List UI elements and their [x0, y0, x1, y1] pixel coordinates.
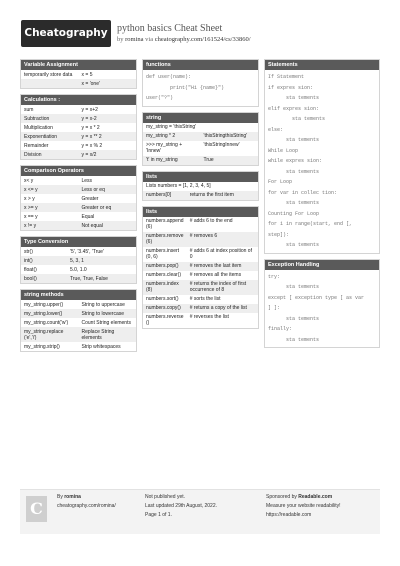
footer-by-label: By — [57, 494, 63, 500]
table-row — [21, 247, 136, 256]
comparison-operators-section — [20, 165, 137, 231]
table-cell: x< y — [24, 177, 34, 184]
byline-via: via — [145, 36, 154, 43]
table-row — [21, 265, 136, 274]
exceptions-code-block — [265, 270, 379, 348]
table-row — [21, 256, 136, 265]
table-cell: Lists numbers = [1, 2, 3, 4, 5] — [146, 183, 211, 189]
table-row — [21, 123, 136, 132]
table-cell: >>> my_string + 'Innew' — [146, 142, 183, 154]
page-header — [0, 0, 400, 56]
table-row — [21, 176, 136, 185]
table-cell: # returns a copy of the list — [187, 304, 258, 313]
code-line: if expres sion: — [268, 84, 314, 91]
table-cell: numbers.clear() — [146, 272, 182, 278]
table-cell: my_string.strip() — [24, 343, 60, 350]
table-row — [143, 280, 258, 295]
table-cell: y = x * 2 — [81, 124, 100, 131]
table-row — [143, 232, 258, 247]
table-cell: True, True, False — [67, 274, 136, 283]
code-line: sta tements — [268, 336, 320, 343]
code-line: try: — [268, 273, 281, 280]
statements-section — [264, 59, 380, 254]
table-cell — [21, 79, 79, 88]
footer-sponsor-name[interactable]: Readable.com — [298, 494, 333, 500]
table-cell: # adds 6 to the end — [189, 218, 233, 224]
calculations-table — [21, 105, 136, 159]
code-line: While Loop — [268, 147, 299, 154]
column-1 — [20, 59, 137, 357]
table-cell: x >= y — [21, 203, 79, 212]
statements-code-block — [265, 70, 379, 253]
section-title: string methods — [21, 290, 136, 300]
lists-section-basic — [142, 171, 259, 201]
table-row — [21, 150, 136, 159]
string-methods-section — [20, 289, 137, 352]
table-cell: Replace String elements — [79, 327, 137, 342]
section-title: Variable Assignment — [21, 60, 136, 70]
table-cell: my_string = 'thisString' — [146, 124, 197, 130]
cheatography-logo[interactable]: Cheatography — [21, 20, 111, 47]
table-cell: 5.0, 1.0 — [70, 266, 87, 273]
code-line: sta tements — [268, 116, 326, 122]
column-2 — [142, 59, 259, 334]
table-cell: my_string.count('w') — [24, 319, 69, 326]
table-cell: 5, 3, 1 — [67, 256, 136, 265]
table-row — [143, 182, 258, 191]
string-table — [143, 123, 258, 165]
section-title: lists — [143, 207, 258, 217]
footer-updated: Last updated 29th August, 2022. — [145, 503, 218, 509]
page-footer — [20, 489, 380, 534]
table-row — [21, 203, 136, 212]
table-cell: my_string.replace('e','i') — [21, 327, 79, 342]
table-row — [21, 342, 136, 351]
table-row — [143, 141, 258, 156]
table-cell: str() — [24, 248, 33, 255]
table-cell: numbers.append(6) — [146, 218, 184, 230]
section-title: Exception Handling — [265, 260, 379, 270]
string-section — [142, 112, 259, 166]
type-conversion-section — [20, 236, 137, 284]
table-cell: Subtraction — [21, 114, 79, 123]
footer-publish-info — [145, 493, 217, 520]
footer-sponsor-line — [266, 493, 340, 502]
table-cell: # removes 6 — [187, 232, 258, 247]
table-cell: Less or eq — [79, 185, 137, 194]
table-cell: Strip whitespaces — [81, 343, 121, 350]
table-row — [21, 105, 136, 114]
table-row — [143, 262, 258, 271]
table-cell: y = x-2 — [79, 114, 137, 123]
table-row — [143, 132, 258, 141]
table-row — [143, 217, 258, 232]
code-line: sta tements — [268, 242, 320, 248]
table-cell: x = 'one' — [79, 79, 137, 88]
code-line: sta tements — [268, 95, 320, 101]
table-cell: Not equal — [79, 221, 137, 230]
variable-assignment-section — [20, 59, 137, 89]
exception-handling-section — [264, 259, 380, 349]
table-cell: True — [201, 156, 259, 165]
avatar-letter: C — [30, 499, 43, 518]
table-cell: # removes all the items — [189, 272, 242, 278]
table-cell: Greater or eq — [79, 203, 137, 212]
code-line: sta tements — [268, 137, 320, 143]
table-row — [21, 221, 136, 230]
code-line: else: — [268, 126, 284, 133]
table-cell: # removes the last item — [187, 262, 258, 271]
column-3 — [264, 59, 380, 353]
code-line: def user(name): — [146, 74, 192, 80]
table-row — [21, 185, 136, 194]
footer-sponsor — [266, 493, 340, 520]
table-cell: numbers.sort() — [146, 296, 179, 302]
code-line: while expres sion: — [268, 158, 323, 164]
table-cell: numbers.reverse() — [146, 314, 184, 326]
footer-author — [57, 493, 116, 511]
table-cell: x != y — [21, 221, 79, 230]
section-title: string — [143, 113, 258, 123]
code-line: elif expres sion: — [268, 105, 320, 112]
table-row — [143, 247, 258, 262]
code-line: for var in collec tion: — [268, 189, 338, 196]
table-cell: String to uppercase — [81, 301, 125, 308]
table-cell: 'thisStringInnew' — [203, 142, 240, 148]
table-cell: y = x % 2 — [81, 142, 103, 149]
table-cell: numbers[0] — [143, 191, 187, 200]
code-line: finally: — [268, 326, 293, 332]
footer-author-line — [57, 493, 116, 502]
table-row — [143, 271, 258, 280]
footer-author-url[interactable]: cheatography.com/romina/ — [57, 503, 116, 509]
table-cell: Greater — [81, 195, 99, 202]
byline-by: by — [117, 36, 124, 43]
section-title: functions — [143, 60, 258, 70]
table-row — [143, 156, 258, 165]
table-row — [143, 123, 258, 132]
table-cell: y = x/2 — [79, 150, 137, 159]
section-title: Calculations : — [21, 95, 136, 105]
code-line: Counting For Loop — [268, 210, 320, 217]
table-cell: 't' in my_string — [143, 156, 201, 165]
table-cell: returns the first item — [187, 191, 258, 200]
table-row — [21, 318, 136, 327]
table-cell: y = x+2 — [81, 106, 98, 113]
table-row — [143, 313, 258, 328]
code-line: for i in range(start, end [, — [268, 221, 353, 227]
table-cell: sum — [24, 106, 34, 113]
table-cell: '5', '3.45', 'True' — [70, 248, 104, 255]
table-row — [21, 132, 136, 141]
table-row — [21, 114, 136, 123]
code-line: sta tements — [268, 200, 320, 206]
lists-section-methods — [142, 206, 259, 329]
table-row — [21, 274, 136, 283]
table-cell: numbers.copy() — [143, 304, 187, 313]
table-cell: int() — [21, 256, 67, 265]
footer-page-count: Page 1 of 1. — [145, 512, 172, 518]
table-cell: my_string * 2 — [143, 132, 201, 141]
table-cell: x = 5 — [81, 71, 93, 78]
table-cell: String to lowercase — [79, 309, 137, 318]
table-row — [21, 212, 136, 221]
sheet-url-link[interactable]: cheatography.com/161524/cs/33860/ — [154, 36, 251, 43]
footer-published: Not published yet. — [145, 494, 186, 500]
footer-sponsor-pre: Sponsored by — [266, 494, 297, 500]
avatar[interactable] — [26, 496, 47, 522]
table-row — [21, 309, 136, 318]
table-cell: Multiplication — [24, 124, 53, 131]
table-cell: numbers.pop() — [143, 262, 187, 271]
table-cell: Division — [21, 150, 79, 159]
code-line: sta tements — [268, 315, 320, 322]
table-cell: temporarily store data — [24, 71, 73, 78]
table-cell: Less — [81, 177, 93, 184]
table-row — [21, 79, 136, 88]
table-cell: y = x ** 2 — [79, 132, 137, 141]
footer-sponsor-url[interactable]: https://readable.com — [266, 512, 312, 518]
table-cell: x > y — [24, 195, 35, 202]
table-cell: x == y — [24, 213, 38, 220]
lists-methods-table — [143, 217, 258, 328]
table-row — [143, 304, 258, 313]
code-line: sta tements — [268, 168, 320, 175]
section-title: lists — [143, 172, 258, 182]
table-row — [21, 141, 136, 150]
table-cell: Exponentiation — [21, 132, 79, 141]
table-row — [21, 70, 136, 79]
code-line: For Loop — [268, 179, 293, 185]
code-line: If Statement — [268, 74, 305, 80]
section-title: Type Conversion — [21, 237, 136, 247]
code-line: sta tements — [268, 284, 320, 290]
table-cell: float() — [24, 266, 37, 273]
code-line: print("Hi {name}") — [146, 84, 225, 91]
table-cell: Equal — [81, 213, 95, 220]
section-title: Comparison Operators — [21, 166, 136, 176]
table-cell: my_string.upper() — [24, 301, 64, 308]
table-cell: numbers.remove(6) — [143, 232, 187, 247]
table-cell: # adds 6 at index position of 0 — [189, 248, 252, 260]
table-row — [21, 194, 136, 203]
table-row — [21, 327, 136, 342]
code-line: user("?") — [146, 95, 174, 101]
table-cell: numbers.insert(0, 6) — [146, 248, 180, 260]
author-link[interactable]: romina — [125, 36, 144, 43]
functions-code-block — [143, 70, 258, 106]
table-cell: Remainder — [24, 142, 49, 149]
code-line: except [ exception type [ as var — [268, 294, 365, 301]
functions-section — [142, 59, 259, 107]
page-title: python basics Cheat Sheet — [117, 23, 223, 34]
section-title: Statements — [265, 60, 379, 70]
table-row — [143, 191, 258, 200]
table-row — [21, 300, 136, 309]
table-cell: # reverses the list — [189, 314, 229, 320]
table-cell: bool() — [21, 274, 67, 283]
code-line: step]): — [268, 231, 290, 238]
table-cell: numbers.index(8) — [143, 280, 187, 295]
byline — [117, 36, 251, 43]
code-line: ] ]: — [268, 305, 281, 311]
comparison-table — [21, 176, 136, 230]
type-conversion-table — [21, 247, 136, 283]
table-cell: x <= y — [21, 185, 79, 194]
variable-assignment-table — [21, 70, 136, 88]
table-cell: my_string.lower() — [21, 309, 79, 318]
string-methods-table — [21, 300, 136, 351]
lists-basic-table — [143, 182, 258, 200]
table-cell: 'thisStringthisString' — [201, 132, 259, 141]
table-cell: Count String elements — [81, 319, 131, 326]
table-cell: # sorts the list — [189, 296, 221, 302]
footer-sponsor-tagline: Measure your website readability! — [266, 503, 341, 509]
footer-author-link[interactable]: romina — [64, 494, 81, 500]
calculations-section — [20, 94, 137, 160]
table-cell: # returns the index of first occurrence of 8 — [187, 280, 258, 295]
table-row — [143, 295, 258, 304]
